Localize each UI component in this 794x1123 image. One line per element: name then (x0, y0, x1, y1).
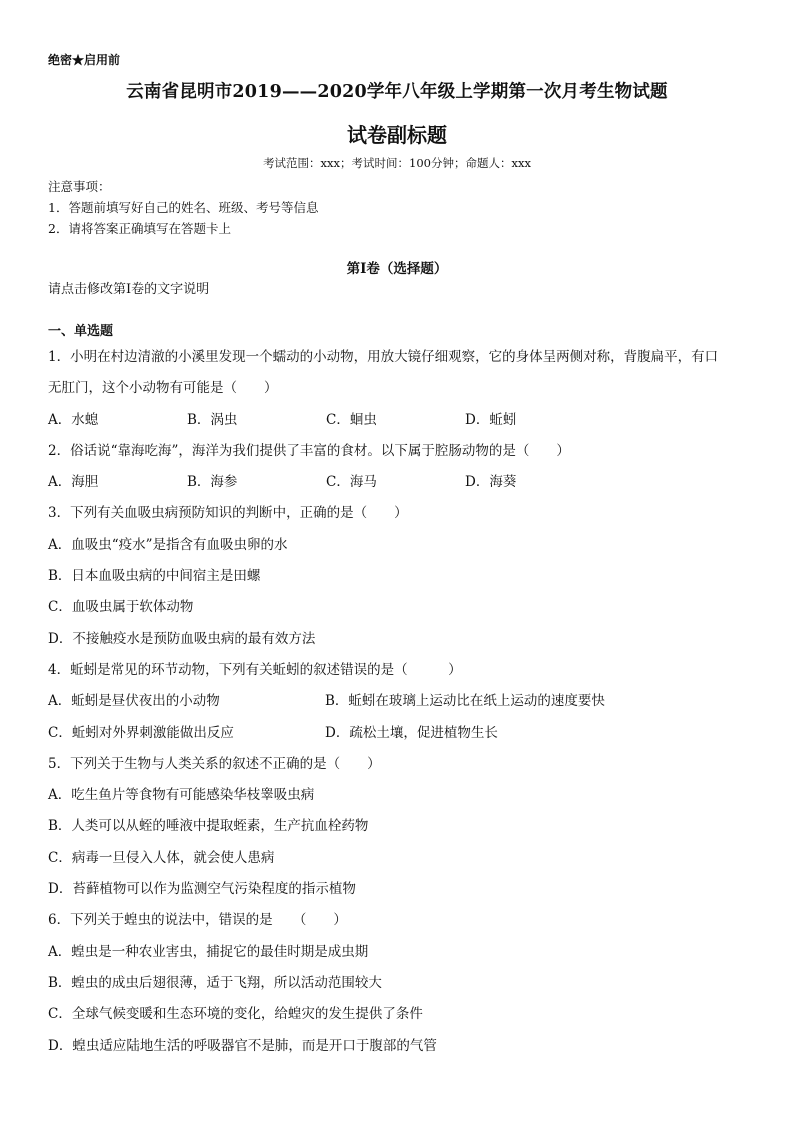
notes-block (48, 176, 318, 239)
option-d: D．海葵 (465, 474, 517, 491)
option-b: B．蚯蚓在玻璃上运动比在纸上运动的速度要快 (325, 693, 605, 710)
exam-info: 考试范围：xxx；考试时间：100分钟；命题人：xxx (263, 156, 531, 170)
option-c: C．蚯蚓对外界刺激能做出反应 (48, 724, 234, 741)
option-a: A．海胆 (48, 474, 99, 491)
question-stem: 5．下列关于生物与人类关系的叙述不正确的是（ ） (48, 755, 381, 772)
option-a: A．血吸虫“疫水”是指含有血吸虫卵的水 (48, 536, 288, 553)
option-c: C．海马 (326, 474, 377, 491)
question-options (48, 405, 748, 436)
option-c: C．血吸虫属于软体动物 (48, 599, 194, 616)
question-stem: 2．俗话说“靠海吃海”，海洋为我们提供了丰富的食材。以下属于腔肠动物的是（ ） (48, 442, 570, 459)
option-a: A．蝗虫是一种农业害虫，捕捉它的最佳时期是成虫期 (48, 943, 369, 960)
option-c: C．全球气候变暖和生态环境的变化，给蝗灾的发生提供了条件 (48, 1006, 423, 1023)
option-d: D．蚯蚓 (465, 411, 517, 428)
question-options (48, 718, 748, 749)
question-stem: 4．蚯蚓是常见的环节动物，下列有关蚯蚓的叙述错误的是（ ） (48, 661, 462, 678)
option-b: B．日本血吸虫病的中间宿主是田螺 (48, 568, 261, 585)
notes-heading: 注意事项： (48, 179, 111, 194)
option-b: B．海参 (187, 474, 238, 491)
question-stem: 1．小明在村边清澈的小溪里发现一个蠕动的小动物，用放大镜仔细观察，它的身体呈两侧对称，背腹扁平，有口 (48, 349, 719, 365)
question-list (48, 342, 748, 1062)
exam-title: 云南省昆明市2019——2020学年八年级上学期第一次月考生物试题 (126, 82, 668, 102)
option-d: D．蝗虫适应陆地生活的呼吸器官不是肺，而是开口于腹部的气管 (48, 1037, 437, 1054)
option-a: A．蚯蚓是昼伏夜出的小动物 (48, 693, 220, 710)
option-b: B．涡虫 (187, 411, 238, 428)
option-c: C．病毒一旦侵入人体，就会使人患病 (48, 849, 275, 866)
option-d: D．不接触疫水是预防血吸虫病的最有效方法 (48, 630, 316, 647)
section-description: 请点击修改第I卷的文字说明 (48, 282, 210, 297)
question-options (48, 686, 748, 717)
exam-subtitle: 试卷副标题 (347, 123, 447, 147)
part-title: 一、单选题 (48, 324, 114, 339)
note-item: 1．答题前填写好自己的姓名、班级、考号等信息 (48, 200, 319, 215)
option-a: A．水螅 (48, 411, 99, 428)
section-title: 第I卷（选择题） (346, 261, 448, 277)
question-stem: 无肛门，这个小动物有可能是（ ） (48, 380, 278, 397)
option-b: B．蝗虫的成虫后翅很薄，适于飞翔，所以活动范围较大 (48, 974, 382, 991)
note-item: 2．请将答案正确填写在答题卡上 (48, 221, 231, 236)
option-b: B．人类可以从蛭的唾液中提取蛭素，生产抗血栓药物 (48, 818, 369, 835)
secret-mark: 绝密★启用前 (48, 53, 121, 67)
option-d: D．疏松土壤，促进植物生长 (325, 724, 498, 741)
option-d: D．苔藓植物可以作为监测空气污染程度的指示植物 (48, 881, 356, 898)
option-c: C．蛔虫 (326, 411, 377, 428)
option-a: A．吃生鱼片等食物有可能感染华枝睾吸虫病 (48, 787, 315, 804)
question-stem: 3．下列有关血吸虫病预防知识的判断中，正确的是（ ） (48, 505, 408, 522)
question-options (48, 467, 748, 498)
question-stem: 6．下列关于蝗虫的说法中，错误的是 （ ） (48, 912, 347, 929)
